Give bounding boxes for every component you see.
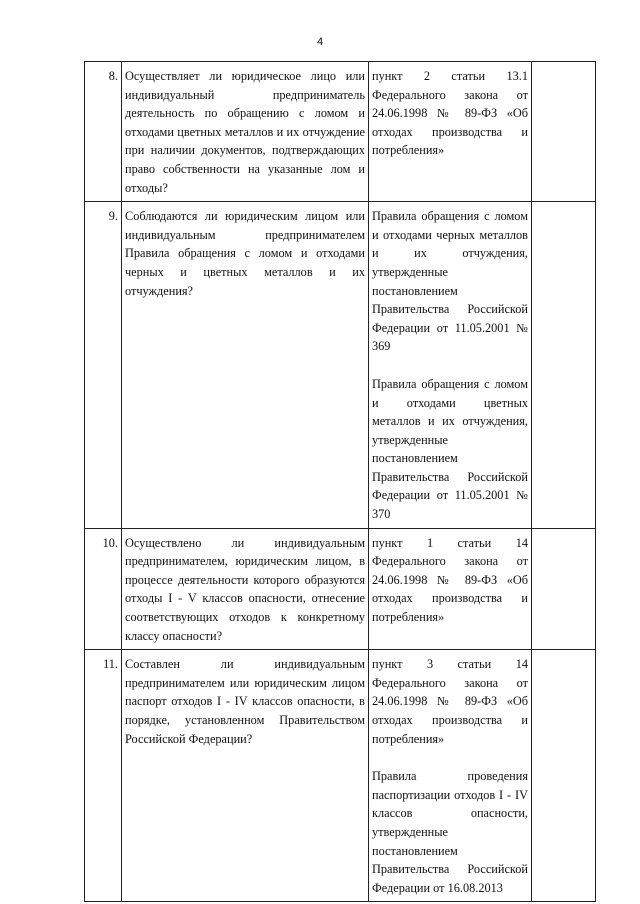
table-row <box>85 528 596 650</box>
checklist-table <box>84 61 596 902</box>
legal-reference-cell <box>369 650 532 902</box>
empty-cell <box>532 202 596 529</box>
legal-reference-cell <box>369 62 532 202</box>
page-number: 4 <box>316 36 324 48</box>
row-number: 11. <box>85 650 122 902</box>
table-row <box>85 62 596 202</box>
row-number: 9. <box>85 202 122 529</box>
legal-reference: Правила проведения паспортизации отходов I - IV классов опасности, утвержденные постановлением Правительства Российской Федерации от 16.08.2013 <box>372 769 528 895</box>
empty-cell <box>532 650 596 902</box>
legal-reference: пункт 3 статьи 14 Федерального закона от 24.06.1998 № 89-ФЗ «Об отходах производства и потребления» <box>372 657 528 746</box>
table-row <box>85 202 596 529</box>
legal-reference-cell <box>369 202 532 529</box>
row-number: 8. <box>85 62 122 202</box>
question-text: Соблюдаются ли юридическим лицом или индивидуальным предпринимателем Правила обращения с ломом и отходами черных и цветных металлов и их отчуждения? <box>122 202 369 529</box>
legal-reference-cell <box>369 528 532 650</box>
question-text: Осуществлено ли индивидуальным предпринимателем, юридическим лицом, в процессе деятельности которого образуются отходы I - V классов опасности, отнесение соответствующих отходов к конкретному классу опасности? <box>122 528 369 650</box>
question-text: Осуществляет ли юридическое лицо или индивидуальный предприниматель деятельность по обращению с ломом и отходами цветных металлов и их отчуждение при наличии документов, подтверждающих право собственности на указанные лом и отходы? <box>122 62 369 202</box>
legal-reference: пункт 1 статьи 14 Федерального закона от 24.06.1998 № 89-ФЗ «Об отходах производства и потребления» <box>372 535 528 625</box>
question-text: Составлен ли индивидуальным предпринимателем или юридическим лицом паспорт отходов I - IV классов опасности, в порядке, установленном Правительством Российской Федерации? <box>122 650 369 902</box>
empty-cell <box>532 62 596 202</box>
legal-reference: Правила обращения с ломом и отходами черных металлов и их отчуждения, утвержденные постановлением Правительства Российской Федерации от 11.05.2001 № 369 <box>372 209 528 354</box>
row-number: 10. <box>85 528 122 650</box>
table-row <box>85 650 596 902</box>
legal-reference: пункт 2 статьи 13.1 Федерального закона от 24.06.1998 № 89-ФЗ «Об отходах производства и потребления» <box>372 69 528 158</box>
empty-cell <box>532 528 596 650</box>
legal-reference: Правила обращения с ломом и отходами цветных металлов и их отчуждения, утвержденные постановлением Правительства Российской Федерации от 11.05.2001 № 370 <box>372 376 528 522</box>
